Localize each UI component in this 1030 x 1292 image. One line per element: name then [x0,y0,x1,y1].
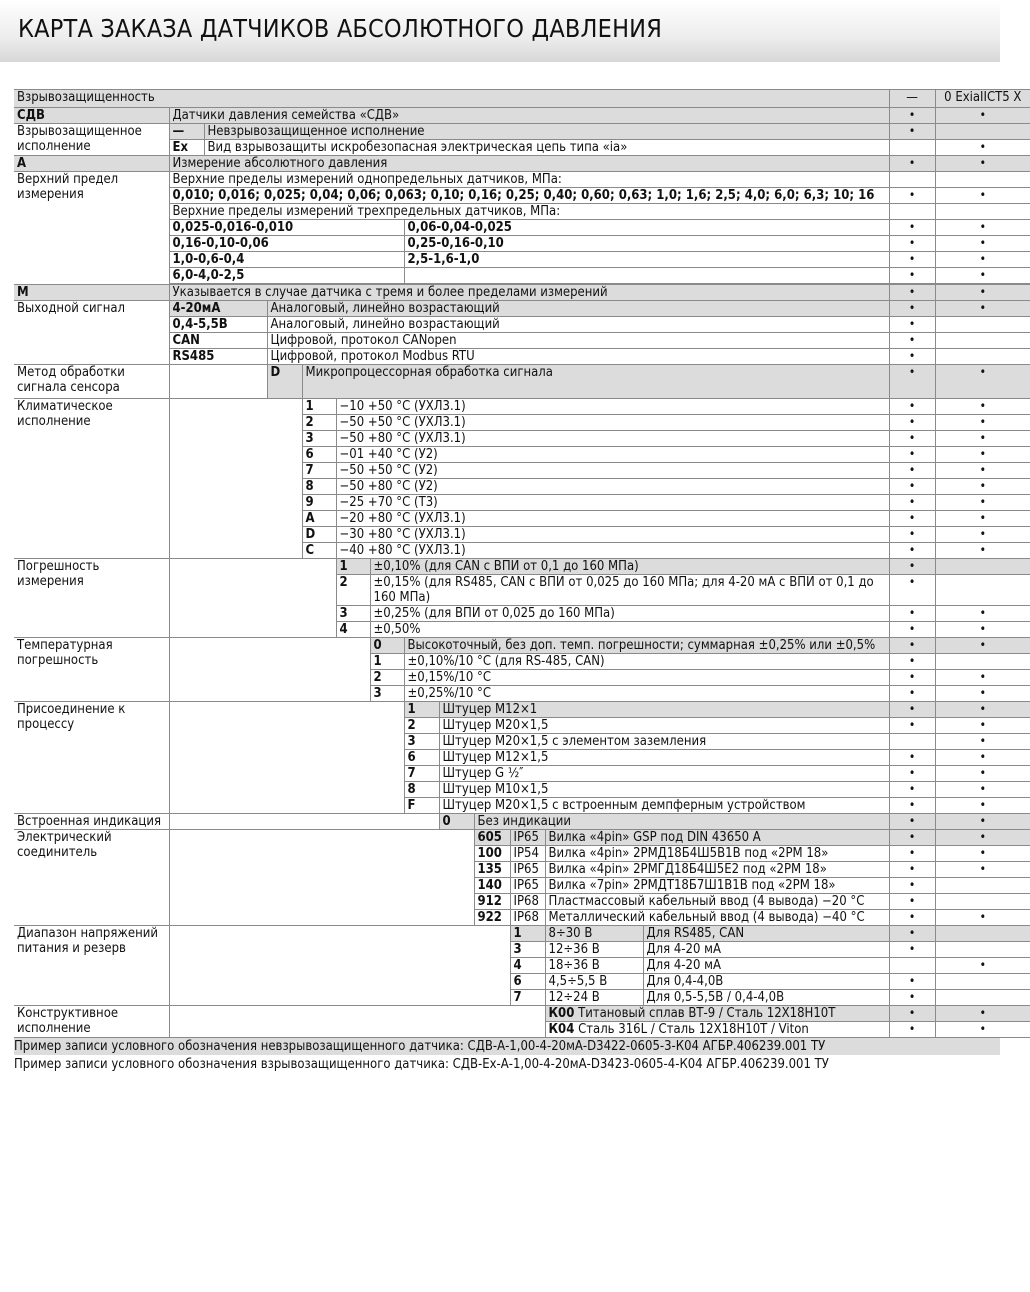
climate-code: 9 [302,495,336,511]
error-desc: ±0,10% (для CAN с ВПИ от 0,1 до 160 МПа) [370,559,889,575]
output-row [14,301,1030,317]
mark: • [889,301,935,317]
mark: • [935,830,1030,846]
connector-desc: Вилка «4pin» 2РМД18Б4Ш5В1В под «2РМ 18» [545,846,889,862]
process-desc: Штуцер М20×1,5 с встроенным демпферным устройством [439,798,889,814]
power-desc: Для RS485, CAN [643,926,889,942]
header-col-b: 0 ExiaIICT5 X [935,90,1030,108]
connector-label: Электрический соединитель [14,830,169,926]
process-desc: Штуцер М10×1,5 [439,782,889,798]
process-label: Присоединение к процессу [14,702,169,814]
header-label: Взрывозащищенность [14,90,889,108]
empty-mark [935,124,1030,140]
mark: • [935,606,1030,622]
temp-code: 2 [370,670,404,686]
mark: • [889,108,935,124]
range-triple-value: 0,25-0,16-0,10 [404,236,889,252]
mark: • [889,575,935,606]
range-triple-value: 0,06-0,04-0,025 [404,220,889,236]
power-voltage: 12÷36 В [545,942,643,958]
mark: • [889,236,935,252]
display-code: 0 [439,814,474,830]
mark: • [889,766,935,782]
climate-desc: −25 +70 °С (Т3) [336,495,889,511]
mark: • [935,1022,1030,1038]
error-code: 2 [336,575,370,606]
explosion-code: — [169,124,204,140]
temp-desc: Высокоточный, без доп. темп. погрешности; суммарная ±0,25% или ±0,5% [404,638,889,654]
mark: • [935,140,1030,156]
climate-code: D [302,527,336,543]
power-voltage: 4,5÷5,5 В [545,974,643,990]
output-code: 4-20мА [169,301,267,317]
mark: • [935,365,1030,399]
mark: • [889,285,935,301]
mark: • [889,638,935,654]
order-table [14,89,1030,1038]
mark: • [889,814,935,830]
power-row [14,926,1030,942]
process-code: 3 [404,734,439,750]
error-row [14,559,1030,575]
mark: • [889,220,935,236]
temp-desc: ±0,10%/10 °С (для RS-485, CAN) [404,654,889,670]
abs-desc: Измерение абсолютного давления [169,156,889,172]
range-triple-value: 0,025-0,016-0,010 [169,220,404,236]
error-desc: ±0,50% [370,622,889,638]
climate-desc: −20 +80 °С (УХЛ3.1) [336,511,889,527]
mark: • [889,606,935,622]
explosion-desc: Невзрывозащищенное исполнение [204,124,889,140]
mark: • [889,782,935,798]
climate-desc: −40 +80 °С (УХЛ3.1) [336,543,889,559]
mark: • [889,830,935,846]
output-desc: Аналоговый, линейно возрастающий [267,301,889,317]
connector-desc: Пластмассовый кабельный ввод (4 вывода) −20 °С [545,894,889,910]
connector-ip: IP65 [510,878,545,894]
sdv-code: СДВ [14,108,169,124]
mark: • [889,926,935,942]
mark: • [935,670,1030,686]
mark: • [935,750,1030,766]
temp-label: Температурная погрешность [14,638,169,702]
climate-code: 8 [302,479,336,495]
mark: • [889,543,935,559]
mark: • [889,878,935,894]
mark: • [889,654,935,670]
mark: • [889,798,935,814]
mark: • [889,1006,935,1022]
mark: • [935,268,1030,284]
mark: • [935,718,1030,734]
power-code: 7 [510,990,545,1006]
mark: • [935,479,1030,495]
abs-row [14,156,1030,172]
mark: • [935,399,1030,415]
power-desc: Для 0,4-4,0В [643,974,889,990]
mark: • [889,846,935,862]
climate-code: А [302,511,336,527]
mark: • [935,798,1030,814]
mark: • [935,447,1030,463]
climate-code: 1 [302,399,336,415]
range-triple-title: Верхние пределы измерений трехпредельных датчиков, МПа: [169,204,889,220]
mark: • [935,622,1030,638]
mark: • [889,702,935,718]
abs-code: А [14,156,169,172]
range-label: Верхний предел измерения [14,172,169,285]
temp-desc: ±0,15%/10 °С [404,670,889,686]
error-code: 3 [336,606,370,622]
process-code: 1 [404,702,439,718]
header-col-a: — [889,90,935,108]
connector-code: 922 [474,910,510,926]
connector-ip: IP54 [510,846,545,862]
mark: • [889,415,935,431]
mark: • [935,734,1030,750]
connector-code: 135 [474,862,510,878]
m-row [14,285,1030,301]
climate-desc: −10 +50 °С (УХЛ3.1) [336,399,889,415]
mark: • [935,252,1030,268]
method-desc: Микропроцессорная обработка сигнала [302,365,889,399]
power-desc: Для 4-20 мА [643,942,889,958]
sdv-desc: Датчики давления семейства «СДВ» [169,108,889,124]
range-single-values: 0,010; 0,016; 0,025; 0,04; 0,06; 0,063; 0,10; 0,16; 0,25; 0,40; 0,60; 0,63; 1,0; 1,6; 2,5; 4,0; 6,0; 6,3; 10; 16 [169,188,889,204]
temp-row [14,638,1030,654]
mark: • [889,527,935,543]
mark: • [889,670,935,686]
climate-code: 7 [302,463,336,479]
mark: • [935,415,1030,431]
climate-code: 3 [302,431,336,447]
connector-code: 912 [474,894,510,910]
range-triple-value: 1,0-0,6-0,4 [169,252,404,268]
process-desc: Штуцер М20×1,5 с элементом заземления [439,734,889,750]
mark: • [889,268,935,284]
method-code: D [267,365,302,399]
sdv-row [14,108,1030,124]
mark: • [935,188,1030,204]
footer-example-2: Пример записи условного обозначения взрывозащищенного датчика: СДВ-Ex-А-1,00-4-20мА-D3423-0605-4-К04 АГБР.406239.001 ТУ [14,1057,829,1072]
climate-desc: −50 +50 °С (У2) [336,463,889,479]
power-code: 6 [510,974,545,990]
explosion-row-1 [14,124,1030,140]
mark: • [889,252,935,268]
explosion-code: Ex [169,140,204,156]
temp-code: 1 [370,654,404,670]
range-row-title [14,172,1030,188]
mark: • [889,447,935,463]
mark: • [935,431,1030,447]
empty-mark [889,140,935,156]
range-single-title: Верхние пределы измерений однопредельных датчиков, МПа: [169,172,889,188]
connector-desc: Вилка «4pin» 2РМГД18Б4Ш5Е2 под «2РМ 18» [545,862,889,878]
process-desc: Штуцер М12×1,5 [439,750,889,766]
error-code: 1 [336,559,370,575]
mark: • [889,463,935,479]
mark: • [889,511,935,527]
mark: • [935,285,1030,301]
process-code: F [404,798,439,814]
error-code: 4 [336,622,370,638]
process-desc: Штуцер М20×1,5 [439,718,889,734]
process-row [14,702,1030,718]
connector-code: 140 [474,878,510,894]
design-row [14,1006,1030,1022]
mark: • [889,1022,935,1038]
mark: • [935,495,1030,511]
process-desc: Штуцер G ½″ [439,766,889,782]
connector-ip: IP68 [510,910,545,926]
output-desc: Цифровой, протокол CANopen [267,333,889,349]
connector-code: 605 [474,830,510,846]
mark: • [935,220,1030,236]
mark: • [935,108,1030,124]
mark: • [889,910,935,926]
design-code: К04 [548,1022,575,1037]
connector-desc: Вилка «7pin» 2РМДТ18Б7Ш1В1В под «2РМ 18» [545,878,889,894]
mark: • [935,511,1030,527]
process-desc: Штуцер М12×1 [439,702,889,718]
connector-code: 100 [474,846,510,862]
climate-code: 6 [302,447,336,463]
mark: • [889,894,935,910]
display-desc: Без индикации [474,814,889,830]
process-code: 6 [404,750,439,766]
output-code: CAN [169,333,267,349]
climate-desc: −50 +80 °С (УХЛ3.1) [336,431,889,447]
power-voltage: 18÷36 В [545,958,643,974]
explosion-label: Взрывозащищенное исполнение [14,124,169,156]
mark: • [935,702,1030,718]
climate-code: С [302,543,336,559]
temp-desc: ±0,25%/10 °С [404,686,889,702]
mark: • [889,317,935,333]
mark: • [889,559,935,575]
mark: • [889,718,935,734]
display-row [14,814,1030,830]
design-desc: Титановый сплав ВТ-9 / Сталь 12Х18Н10Т [578,1006,836,1021]
mark: • [935,862,1030,878]
connector-desc: Металлический кабельный ввод (4 вывода) −40 °С [545,910,889,926]
power-voltage: 8÷30 В [545,926,643,942]
process-code: 7 [404,766,439,782]
climate-desc: −01 +40 °С (У2) [336,447,889,463]
mark: • [889,750,935,766]
power-desc: Для 4-20 мА [643,958,889,974]
m-code: М [14,285,169,301]
climate-code: 2 [302,415,336,431]
connector-desc: Вилка «4pin» GSP под DIN 43650 А [545,830,889,846]
climate-row [14,399,1030,415]
method-label: Метод обработки сигнала сенсора [14,365,169,399]
mark: • [889,365,935,399]
method-row [14,365,1030,399]
mark: • [889,188,935,204]
connector-row [14,830,1030,846]
mark: • [889,431,935,447]
mark: • [889,399,935,415]
mark: • [935,156,1030,172]
page-title: КАРТА ЗАКАЗА ДАТЧИКОВ АБСОЛЮТНОГО ДАВЛЕНИЯ [0,0,1000,62]
footer-example-1: Пример записи условного обозначения невзрывозащищенного датчика: СДВ-А-1,00-4-20мА-D3422-0605-3-К04 АГБР.406239.001 ТУ [14,1038,1000,1055]
power-code: 3 [510,942,545,958]
temp-code: 0 [370,638,404,654]
display-label: Встроенная индикация [14,814,169,830]
design-label: Конструктивное исполнение [14,1006,169,1038]
range-triple-value: 2,5-1,6-1,0 [404,252,889,268]
design-desc: Сталь 316L / Сталь 12Х18Н10Т / Viton [578,1022,809,1037]
mark: • [935,463,1030,479]
error-label: Погрешность измерения [14,559,169,638]
mark: • [889,942,935,958]
mark: • [935,782,1030,798]
mark: • [889,333,935,349]
mark: • [935,527,1030,543]
power-code: 4 [510,958,545,974]
connector-ip: IP65 [510,830,545,846]
explosion-desc: Вид взрывозащиты искробезопасная электрическая цепь типа «ia» [204,140,889,156]
error-desc: ±0,25% (для ВПИ от 0,025 до 160 МПа) [370,606,889,622]
mark: • [935,686,1030,702]
process-code: 8 [404,782,439,798]
mark: • [935,766,1030,782]
mark: • [889,124,935,140]
mark: • [935,814,1030,830]
mark: • [889,156,935,172]
mark: • [935,958,1030,974]
error-desc: ±0,15% (для RS485, CAN с ВПИ от 0,025 до 160 МПа; для 4-20 мА с ВПИ от 0,1 до 160 МПа) [370,575,889,606]
climate-desc: −30 +80 °С (УХЛ3.1) [336,527,889,543]
climate-desc: −50 +80 °С (У2) [336,479,889,495]
mark: • [935,236,1030,252]
mark: • [889,862,935,878]
mark: • [889,622,935,638]
mark: • [935,301,1030,317]
power-label: Диапазон напряжений питания и резерв [14,926,169,1006]
connector-ip: IP65 [510,862,545,878]
climate-label: Климатическое исполнение [14,399,169,559]
mark: • [935,638,1030,654]
output-code: 0,4-5,5В [169,317,267,333]
design-code: К00 [548,1006,575,1021]
table-header-row [14,90,1030,108]
mark: • [935,910,1030,926]
mark: • [935,543,1030,559]
output-desc: Цифровой, протокол Modbus RTU [267,349,889,365]
temp-code: 3 [370,686,404,702]
climate-desc: −50 +50 °С (УХЛ3.1) [336,415,889,431]
connector-ip: IP68 [510,894,545,910]
mark: • [889,990,935,1006]
range-triple-value: 6,0-4,0-2,5 [169,268,404,284]
mark: • [889,495,935,511]
mark: • [935,1006,1030,1022]
range-triple-value: 0,16-0,10-0,06 [169,236,404,252]
mark: • [889,686,935,702]
power-voltage: 12÷24 В [545,990,643,1006]
power-code: 1 [510,926,545,942]
process-code: 2 [404,718,439,734]
m-desc: Указывается в случае датчика с тремя и более пределами измерений [169,285,889,301]
mark: • [889,349,935,365]
mark: • [889,974,935,990]
output-code: RS485 [169,349,267,365]
output-label: Выходной сигнал [14,301,169,365]
power-desc: Для 0,5-5,5В / 0,4-4,0В [643,990,889,1006]
mark: • [889,479,935,495]
mark: • [935,846,1030,862]
output-desc: Аналоговый, линейно возрастающий [267,317,889,333]
